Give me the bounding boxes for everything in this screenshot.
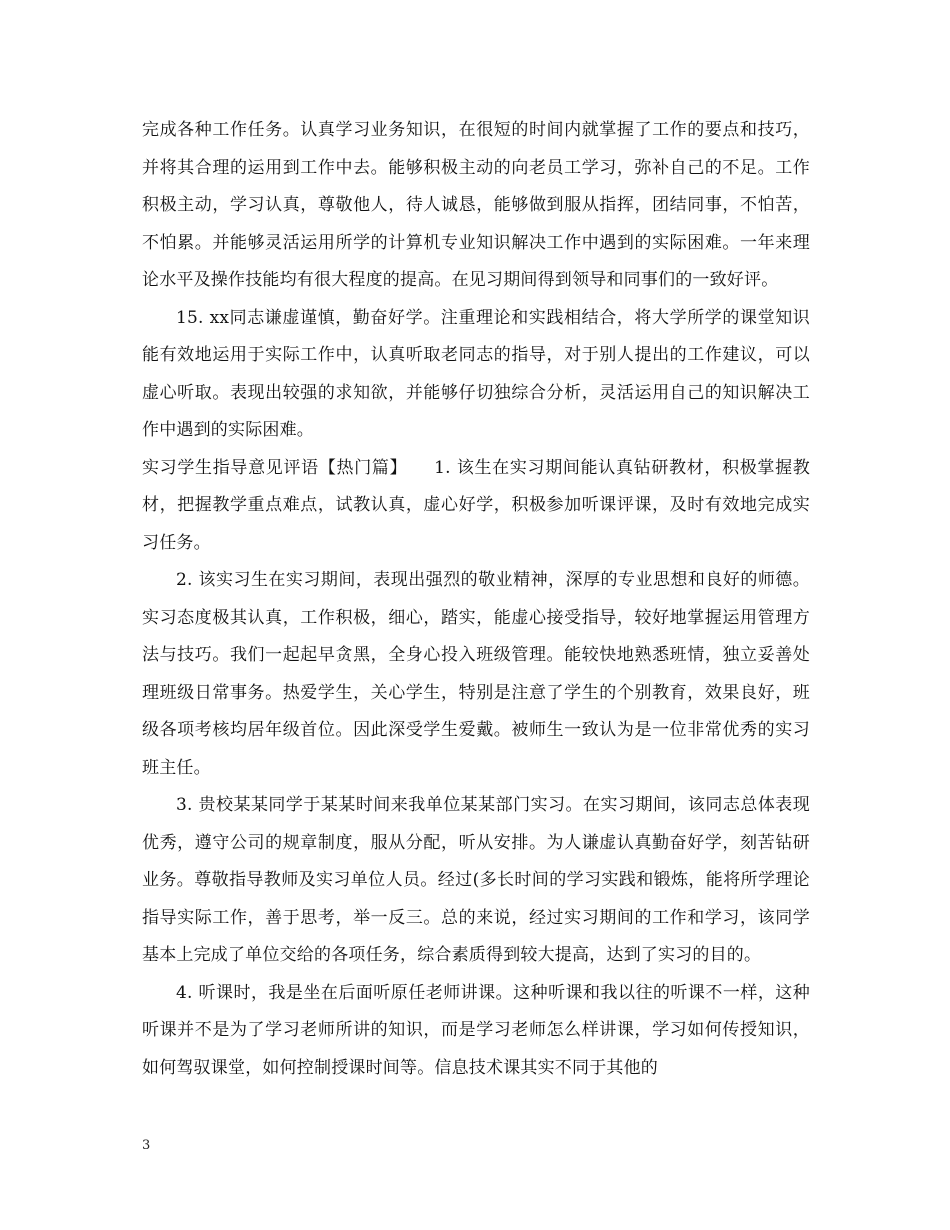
page-number: 3: [142, 1138, 151, 1153]
paragraph-item-15: 15. xx同志谦虚谨慎，勤奋好学。注重理论和实践相结合，将大学所学的课堂知识能有效地运用于实际工作中，认真听取老同志的指导，对于别人提出的工作建议，可以虚心听取。表现出较强的求知欲，并能够仔切独综合分析，灵活运用自己的知识解决工作中遇到的实际困难。: [142, 307, 810, 440]
paragraph-item-4: 4. 听课时，我是坐在后面听原任老师讲课。这种听课和我以往的听课不一样，这种听课并不是为了学习老师所讲的知识，而是学习老师怎么样讲课，学习如何传授知识，如何驾驭课堂，如何控制授课时间等。信息技术课其实不同于其他的: [142, 982, 810, 1078]
paragraph-item-3: 3. 贵校某某同学于某某时间来我单位某某部门实习。在实习期间，该同志总体表现优秀，遵守公司的规章制度，服从分配，听从安排。为人谦虚认真勤奋好学，刻苦钻研业务。尊敬指导教师及实习单位人员。经过(多长时间的学习实践和锻炼，能将所学理论指导实际工作，善于思考，举一反三。总的来说，经过实习期间的工作和学习，该同学基本上完成了单位交给的各项任务，综合素质得到较大提高，达到了实习的目的。: [142, 795, 810, 965]
paragraph-section-heading-item-1: 实习学生指导意见评语【热门篇】 1. 该生在实习期间能认真钻研教材，积极掌握教材，把握教学重点难点，试教认真，虚心好学，积极参加听课评课，及时有效地完成实习任务。: [142, 457, 810, 553]
paragraph-continuation: 完成各种工作任务。认真学习业务知识，在很短的时间内就掌握了工作的要点和技巧，并将其合理的运用到工作中去。能够积极主动的向老员工学习，弥补自己的不足。工作积极主动，学习认真，尊敬他人，待人诚恳，能够做到服从指挥，团结同事，不怕苦，不怕累。并能够灵活运用所学的计算机专业知识解决工作中遇到的实际困难。一年来理论水平及操作技能均有很大程度的提高。在见习期间得到领导和同事们的一致好评。: [142, 120, 810, 290]
document-body: [142, 112, 810, 1087]
paragraph-item-2: 2. 该实习生在实习期间，表现出强烈的敬业精神，深厚的专业思想和良好的师德。实习态度极其认真，工作积极，细心，踏实，能虚心接受指导，较好地掌握运用管理方法与技巧。我们一起起早贪黑，全身心投入班级管理。能较快地熟悉班情，独立妥善处理班级日常事务。热爱学生，关心学生，特别是注意了学生的个别教育，效果良好，班级各项考核均居年级首位。因此深受学生爱戴。被师生一致认为是一位非常优秀的实习班主任。: [142, 570, 810, 778]
